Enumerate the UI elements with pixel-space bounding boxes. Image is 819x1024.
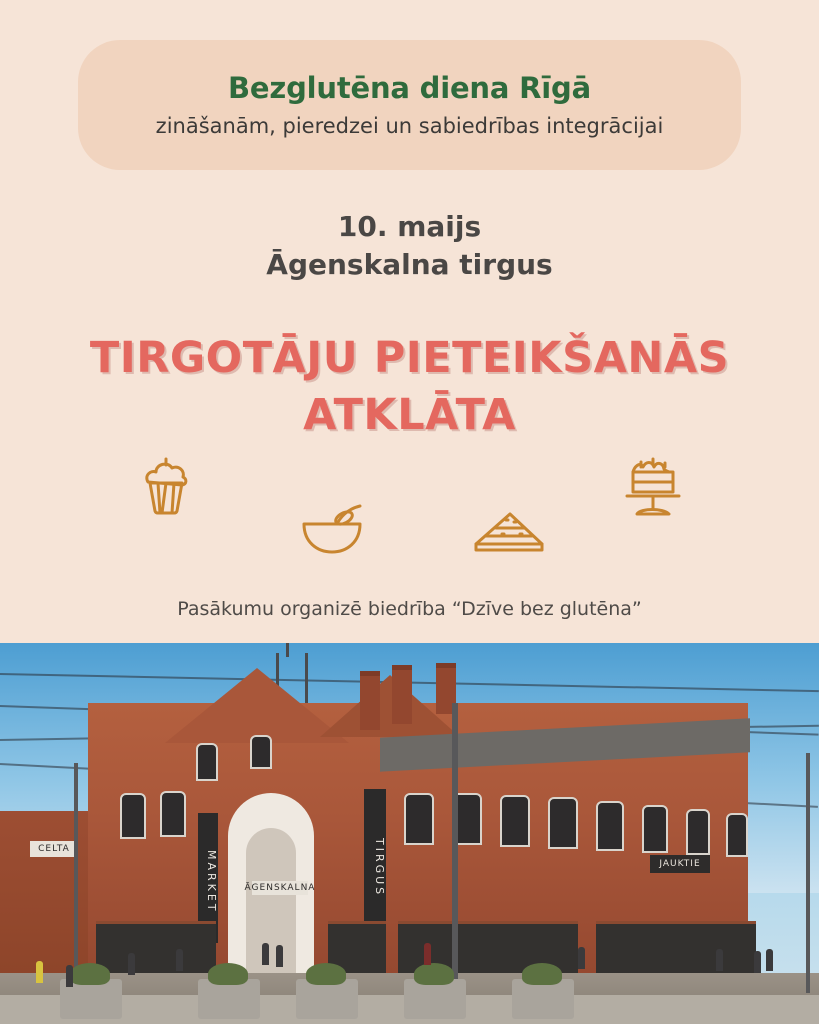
pedestrian	[754, 951, 761, 973]
venue-photo	[0, 643, 819, 1024]
antenna-mast	[286, 643, 289, 657]
mixing-bowl-icon	[298, 500, 370, 566]
header-banner	[78, 40, 741, 170]
date-venue-block	[0, 208, 819, 284]
planter-shrub	[208, 963, 248, 985]
cupcake-icon	[130, 450, 202, 526]
event-venue: Āgenskalna tirgus	[266, 247, 553, 281]
decorative-icons-row	[0, 445, 819, 575]
building-window	[642, 805, 668, 853]
agenskalna-sign: ĀGENSKALNA	[244, 883, 316, 893]
planter	[404, 979, 466, 1019]
building-window	[686, 809, 710, 855]
side-sign: JAUKTIE	[650, 855, 710, 873]
organizer-note: Pasākumu organizē biedrība “Dzīve bez glutēna”	[177, 598, 642, 620]
pedestrian	[424, 943, 431, 965]
pedestrian	[176, 949, 183, 971]
headline-line-1: TIRGOTĀJU PIETEIKŠANĀS	[89, 333, 730, 383]
planter-shrub	[70, 963, 110, 985]
pedestrian	[66, 965, 73, 987]
planter	[512, 979, 574, 1019]
planter	[198, 979, 260, 1019]
left-building-sign: CELTA	[30, 841, 78, 857]
pedestrian	[276, 945, 283, 967]
headline-line-2: ATKLĀTA	[303, 389, 516, 440]
building-window	[596, 801, 624, 851]
pedestrian	[36, 961, 43, 983]
building-window	[726, 813, 748, 857]
street-lamp	[452, 703, 458, 993]
page-title	[0, 330, 819, 444]
tirgus-banner: TIRGUS	[364, 789, 386, 939]
planter-shrub	[522, 963, 562, 985]
planter-shrub	[414, 963, 454, 985]
building-window	[548, 797, 578, 849]
building-window	[404, 793, 434, 845]
pedestrian	[766, 949, 773, 971]
pedestrian	[262, 943, 269, 965]
building-window	[500, 795, 530, 847]
pedestrian	[578, 947, 585, 969]
cake-stand-icon	[615, 450, 691, 530]
event-subtitle: zināšanām, pieredzei un sabiedrības integrācijai	[155, 113, 664, 138]
building-window	[160, 791, 186, 837]
entrance-doorway	[246, 828, 296, 993]
pedestrian	[716, 949, 723, 971]
pedestrian	[128, 953, 135, 975]
building-window	[250, 735, 272, 769]
street-lamp	[806, 753, 810, 993]
building-window	[120, 793, 146, 839]
chimney	[360, 671, 380, 730]
cake-slice-icon	[468, 500, 548, 564]
chimney	[392, 665, 412, 724]
building-window	[196, 743, 218, 781]
market-banner: MARKET	[198, 813, 218, 943]
planter-shrub	[306, 963, 346, 985]
street-lamp	[74, 763, 78, 993]
event-title: Bezglutēna diena Rīgā	[228, 70, 591, 105]
event-date: 10. maijs	[337, 210, 482, 243]
planter	[296, 979, 358, 1019]
